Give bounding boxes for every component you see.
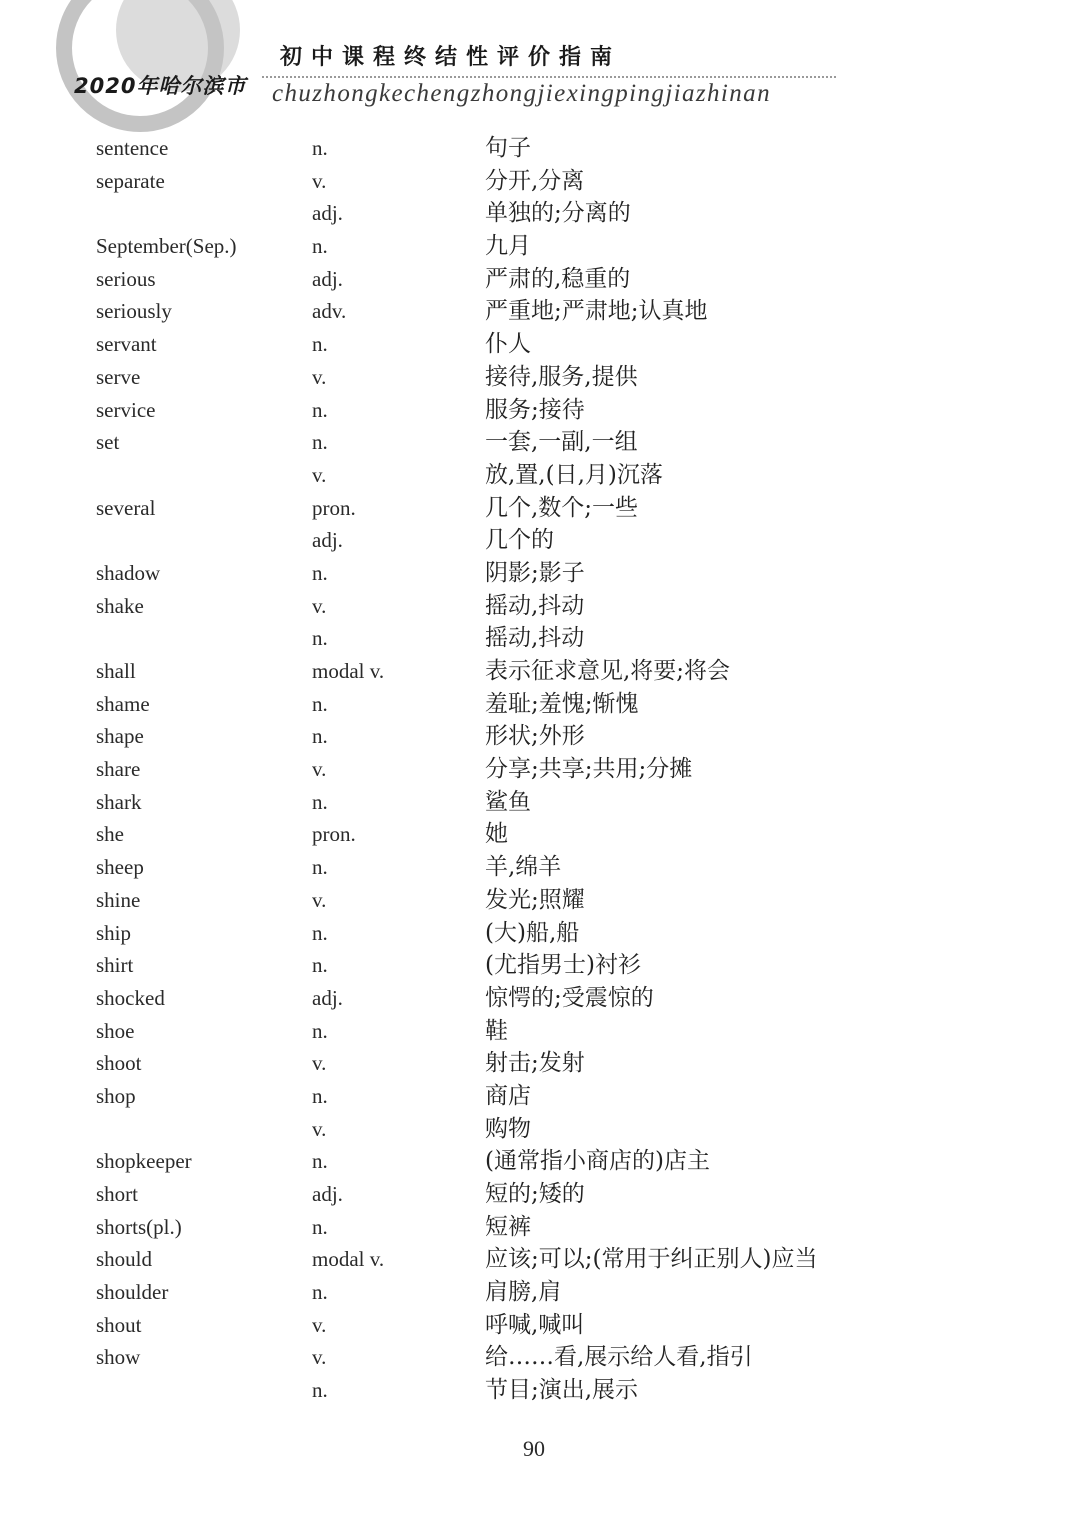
entry-part-of-speech: n. [312,920,328,945]
entry-part-of-speech: pron. [312,495,356,520]
vocab-entry [0,197,1080,230]
entry-part-of-speech: n. [312,1149,328,1174]
vocab-entry [0,622,1080,655]
guide-title-pinyin: chuzhongkechengzhongjiexingpingjiazhinan [272,80,771,107]
vocab-entry [0,688,1080,721]
entry-meaning: 短的;矮的 [485,1181,585,1207]
entry-part-of-speech: n. [312,1378,328,1403]
entry-part-of-speech: adj. [312,528,343,553]
entry-meaning: 仆人 [485,331,531,358]
entry-word: shoulder [96,1280,169,1305]
entry-part-of-speech: n. [312,1280,328,1305]
entry-word: shape [96,724,144,749]
vocab-entry [0,328,1080,361]
vocab-entry [0,1374,1080,1407]
vocab-entry [0,1178,1080,1211]
entry-word: shame [96,691,150,716]
entry-meaning: 放,置,(日,月)沉落 [485,461,663,488]
entry-word: ship [96,920,132,945]
entry-word: shopkeeper [96,1149,192,1174]
entry-meaning: 表示征求意见,将要;将会 [485,658,731,684]
vocab-entry [0,786,1080,819]
entry-meaning: 摇动,抖动 [485,592,585,619]
entry-meaning: 商店 [485,1082,531,1109]
entry-meaning: 几个的 [485,527,554,554]
vocab-entry [0,753,1080,786]
entry-meaning: 发光;照耀 [485,886,585,913]
entry-word: shocked [96,985,165,1010]
entry-part-of-speech: v. [312,1312,327,1337]
entry-part-of-speech: n. [312,1018,328,1043]
entry-meaning: 形状;外形 [485,723,585,750]
entry-word: seriously [96,299,172,324]
entry-meaning: (通常指小商店的)店主 [485,1148,710,1175]
vocab-entry [0,426,1080,459]
entry-part-of-speech: pron. [312,822,356,847]
vocab-entry [0,263,1080,296]
entry-part-of-speech: n. [312,1214,328,1239]
entry-part-of-speech: adj. [312,985,343,1010]
entry-meaning: 严重地;严肃地;认真地 [485,298,708,325]
entry-part-of-speech: n. [312,724,328,749]
entry-part-of-speech: n. [312,691,328,716]
vocab-entry [0,1276,1080,1309]
entry-meaning: 购物 [485,1115,531,1142]
entry-part-of-speech: n. [312,789,328,814]
entry-word: shorts(pl.) [96,1214,182,1239]
entry-word: shall [96,659,136,683]
entry-meaning: 摇动,抖动 [485,625,585,652]
vocab-entry [0,884,1080,917]
vocab-entry [0,1145,1080,1178]
vocab-entry [0,295,1080,328]
entry-word: several [96,495,156,520]
vocab-entry [0,132,1080,165]
vocab-entry [0,1047,1080,1080]
page-number: 90 [523,1436,545,1461]
entry-meaning: 羞耻;羞愧;惭愧 [485,690,639,717]
entry-word: shop [96,1083,136,1108]
vocab-entry [0,492,1080,525]
entry-word: share [96,757,141,782]
entry-word: shirt [96,953,134,978]
entry-part-of-speech: v. [312,1345,327,1370]
entry-part-of-speech: n. [312,136,328,160]
entry-part-of-speech: v. [312,593,327,618]
entry-part-of-speech: v. [312,462,327,487]
entry-word: shadow [96,560,161,585]
vocab-entry [0,655,1080,688]
entry-meaning: 惊愕的;受震惊的 [485,984,654,1011]
entry-part-of-speech: modal v. [312,1247,385,1272]
entry-word: shake [96,593,144,618]
entry-word: September(Sep.) [96,234,237,259]
entry-meaning: 肩膀,肩 [485,1279,562,1306]
vocab-entry [0,459,1080,492]
entry-part-of-speech: v. [312,757,327,782]
entry-meaning: 给……看,展示给人看,指引 [485,1344,753,1371]
entry-part-of-speech: n. [312,430,328,455]
entry-meaning: 羊,绵羊 [485,854,562,881]
entry-meaning: 几个,数个;一些 [485,494,639,521]
entry-part-of-speech: n. [312,953,328,978]
entry-meaning: 射击;发射 [485,1050,585,1077]
entry-part-of-speech: n. [312,626,328,651]
entry-meaning: 分享;共享;共用;分摊 [485,756,693,783]
entry-word: short [96,1182,138,1206]
entry-part-of-speech: v. [312,168,327,193]
vocab-entry [0,1211,1080,1244]
entry-part-of-speech: v. [312,364,327,389]
entry-meaning: 句子 [485,135,531,161]
vocab-entry [0,524,1080,557]
entry-part-of-speech: n. [312,855,328,880]
entry-meaning: 呼喊,喊叫 [485,1311,585,1338]
vocab-entry [0,557,1080,590]
entry-word: shark [96,789,142,814]
vocab-entry [0,1080,1080,1113]
entry-part-of-speech: v. [312,1051,327,1076]
entry-word: should [96,1247,153,1272]
entry-part-of-speech: n. [312,560,328,585]
entry-part-of-speech: adv. [312,299,347,324]
entry-meaning: 阴影;影子 [485,559,585,586]
vocab-entry [0,851,1080,884]
entry-meaning: 分开,分离 [485,167,585,194]
guide-title: 初中课程终结性评价指南 [280,45,622,70]
entry-word: sentence [96,136,169,160]
entry-part-of-speech: n. [312,234,328,259]
vocab-entry [0,818,1080,851]
vocab-entry [0,361,1080,394]
vocab-entry [0,917,1080,950]
entry-part-of-speech: adj. [312,266,343,291]
entry-word: sheep [96,855,144,880]
vocab-entry [0,1341,1080,1374]
header-divider [262,76,836,78]
entry-part-of-speech: v. [312,1116,327,1141]
entry-part-of-speech: adj. [312,201,343,226]
vocab-entry [0,1113,1080,1146]
entry-meaning: 一套,一副,一组 [485,429,638,456]
vocab-entry [0,1015,1080,1048]
entry-meaning: 短裤 [485,1213,531,1240]
vocabulary-list [0,132,1080,1407]
entry-meaning: 单独的;分离的 [485,200,631,227]
vocab-entry [0,1243,1080,1276]
entry-word: serve [96,364,141,389]
entry-meaning: (尤指男士)衬衫 [485,952,641,979]
entry-word: service [96,397,156,422]
entry-part-of-speech: n. [312,1083,328,1108]
entry-meaning: 严肃的,稳重的 [485,265,631,292]
entry-meaning: (大)船,船 [485,919,580,946]
entry-meaning: 九月 [485,233,531,260]
entry-word: serious [96,266,156,291]
entry-word: servant [96,332,157,357]
entry-word: shine [96,887,141,912]
vocab-entry [0,1309,1080,1342]
entry-word: show [96,1345,141,1370]
vocab-entry [0,982,1080,1015]
entry-part-of-speech: n. [312,397,328,422]
entry-meaning: 鲨鱼 [485,788,531,815]
entry-word: shoe [96,1018,135,1043]
entry-word: she [96,822,124,847]
vocab-entry [0,720,1080,753]
vocab-entry [0,165,1080,198]
entry-part-of-speech: v. [312,887,327,912]
entry-word: separate [96,168,165,193]
entry-meaning: 节目;演出,展示 [485,1377,639,1404]
entry-meaning: 她 [485,821,508,848]
page-header [0,0,1080,130]
vocab-entry [0,590,1080,623]
entry-part-of-speech: n. [312,332,328,357]
vocab-entry [0,394,1080,427]
entry-word: shout [96,1312,142,1337]
entry-meaning: 鞋 [485,1017,508,1044]
vocab-entry [0,949,1080,982]
entry-meaning: 服务;接待 [485,396,585,423]
vocab-entry [0,230,1080,263]
entry-part-of-speech: modal v. [312,659,385,683]
entry-part-of-speech: adj. [312,1182,343,1206]
entry-word: set [96,430,120,455]
entry-meaning: 应该;可以;(常用于纠正别人)应当 [485,1246,818,1273]
year-city-label: 2020年哈尔滨市 [74,74,247,98]
entry-meaning: 接待,服务,提供 [485,363,638,390]
entry-word: shoot [96,1051,142,1076]
